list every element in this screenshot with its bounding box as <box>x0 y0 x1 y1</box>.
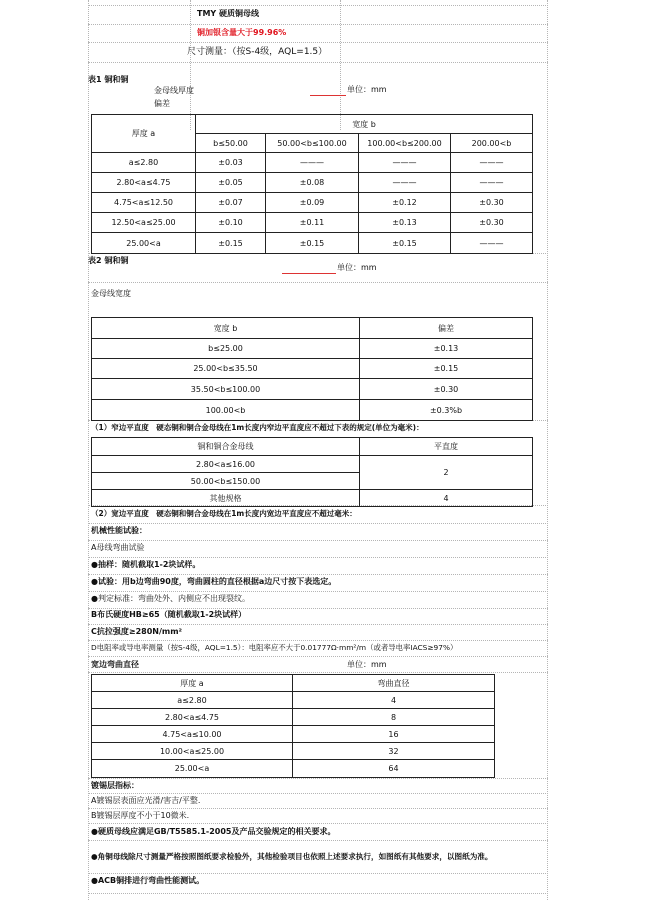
grid-line <box>547 0 548 900</box>
mechanical-title: 机械性能试验： <box>91 526 147 535</box>
width-header: 宽度 b <box>92 318 360 339</box>
drawing-note: ●角铜母线除尺寸测量严格按照图纸要求检验外，其他检验项目也依照上述要求执行，如图纸有其他要求，以图纸为准。 <box>91 852 493 861</box>
table-row <box>92 692 495 709</box>
tolerance-cell: ±0.09 <box>266 193 359 213</box>
hardness-note: B布氏硬度HB≥65（随机截取1-2块试样） <box>91 610 247 619</box>
width-col: b≤50.00 <box>196 134 266 153</box>
criteria-note: ●判定标准：弯曲处外、内侧应不出现裂纹。 <box>91 594 250 603</box>
tolerance-cell: ——— <box>451 173 533 193</box>
deviation-cell: ±0.13 <box>360 339 533 359</box>
thickness-tolerance-table <box>91 114 533 254</box>
bend-diameter-cell: 64 <box>293 760 495 778</box>
table-row <box>92 339 533 359</box>
table2-unit: 单位：mm <box>337 263 377 272</box>
thickness-cell: 4.75<a≤12.50 <box>92 193 196 213</box>
width-cell: 35.50<b≤100.00 <box>92 379 360 400</box>
bend-table-unit: 单位：mm <box>347 660 387 669</box>
flatness-spec-cell: 50.00<b≤150.00 <box>92 473 360 490</box>
table-row <box>92 456 533 473</box>
resistivity-note: D电阻率或导电率测量（按S-4级，AQL=1.5）：电阻率应不大于0.01777Ω·mm²/m（或者导电率IACS≥97%） <box>91 643 458 652</box>
grid-line <box>88 656 548 657</box>
narrow-flatness-title: （1）窄边平直度 硬态铜和铜合金母线在1m长度内窄边平直度应不超过下表的规定(单位为毫米)： <box>91 423 424 432</box>
grid-line <box>88 793 548 794</box>
grid-line <box>88 608 548 609</box>
dimension-inspection-note: 尺寸测量：（按S-4级，AQL=1.5） <box>187 47 328 57</box>
thickness-cell: 2.80<a≤4.75 <box>92 173 196 193</box>
grid-line <box>88 640 548 641</box>
tolerance-cell: ——— <box>266 153 359 173</box>
width-cell: 100.00<b <box>92 400 360 421</box>
thickness-header: 厚度 a <box>92 115 196 153</box>
table-row <box>92 400 533 421</box>
grid-line <box>340 0 341 130</box>
table-row <box>92 153 533 173</box>
flatness-spec-cell: 其他规格 <box>92 490 360 507</box>
flatness-spec-cell: 2.80<a≤16.00 <box>92 456 360 473</box>
flatness-value-cell: 4 <box>360 490 533 507</box>
grid-line <box>88 0 89 900</box>
bend-thickness-cell: a≤2.80 <box>92 692 293 709</box>
bend-diameter-table <box>91 674 495 778</box>
acb-note: ●ACB铜排进行弯曲性能测试。 <box>91 876 205 885</box>
grid-line <box>88 5 548 6</box>
width-cell: b≤25.00 <box>92 339 360 359</box>
plating-thickness-note: B镀锡层厚度不小于10微米. <box>91 811 190 820</box>
tolerance-cell: ±0.30 <box>451 213 533 233</box>
grid-line <box>88 574 548 575</box>
bend-thickness-cell: 25.00<a <box>92 760 293 778</box>
width-col: 100.00<b≤200.00 <box>359 134 451 153</box>
tolerance-cell: ±0.15 <box>266 233 359 254</box>
thickness-cell: 12.50<a≤25.00 <box>92 213 196 233</box>
tolerance-cell: ±0.03 <box>196 153 266 173</box>
table2-label: 表2 铜和铜 <box>88 256 129 265</box>
bend-test-title: A母线弯曲试验 <box>91 543 145 552</box>
grid-line <box>88 624 548 625</box>
tolerance-cell: ±0.11 <box>266 213 359 233</box>
table-row <box>92 760 495 778</box>
table-row <box>92 726 495 743</box>
plating-surface-note: A镀锡层表面应光滑/害吉/平整. <box>91 796 201 805</box>
bend-thickness-cell: 10.00<a≤25.00 <box>92 743 293 760</box>
tolerance-cell: ±0.30 <box>451 193 533 213</box>
flatness-header-left: 铜和铜合金母线 <box>92 438 360 456</box>
grid-line <box>88 540 548 541</box>
deviation-cell: ±0.3%b <box>360 400 533 421</box>
strength-note: C抗拉强度≥280N/mm² <box>91 627 183 636</box>
bend-diameter-cell: 8 <box>293 709 495 726</box>
bend-diameter-cell: 32 <box>293 743 495 760</box>
width-col: 50.00<b≤100.00 <box>266 134 359 153</box>
width-tolerance-table <box>91 317 533 421</box>
thickness-cell: a≤2.80 <box>92 153 196 173</box>
table-row <box>92 359 533 379</box>
table-row <box>92 213 533 233</box>
tolerance-cell: ——— <box>359 173 451 193</box>
tolerance-cell: ±0.07 <box>196 193 266 213</box>
sampling-note: ●抽样：随机截取1-2块试样。 <box>91 560 201 569</box>
grid-line <box>88 672 548 673</box>
flatness-value-cell: 2 <box>360 456 533 490</box>
plating-title: 镀锡层指标： <box>91 781 139 790</box>
table1-label: 表1 铜和铜 <box>88 75 129 84</box>
standard-note: ●硬质母线应满足GB/T5585.1-2005及产品交验规定的相关要求。 <box>91 827 336 836</box>
grid-line <box>88 557 548 558</box>
purity-note: 铜加银含量大于99.96% <box>197 28 287 37</box>
tolerance-cell: ±0.12 <box>359 193 451 213</box>
deviation-cell: ±0.30 <box>360 379 533 400</box>
tolerance-cell: ±0.05 <box>196 173 266 193</box>
bend-header-right: 弯曲直径 <box>293 675 495 692</box>
spellcheck-underline <box>310 95 346 96</box>
grid-line <box>88 24 548 25</box>
table-row <box>92 743 495 760</box>
grid-line <box>88 62 548 63</box>
bend-thickness-cell: 4.75<a≤10.00 <box>92 726 293 743</box>
grid-line <box>88 873 548 874</box>
table-row <box>92 233 533 254</box>
tolerance-cell: ±0.08 <box>266 173 359 193</box>
spellcheck-underline <box>282 273 336 274</box>
flatness-table <box>91 437 533 507</box>
table-row <box>92 193 533 213</box>
bend-table-caption: 宽边弯曲直径 <box>91 660 139 669</box>
grid-line <box>88 840 548 841</box>
flatness-header-right: 平直度 <box>360 438 533 456</box>
tolerance-cell: ±0.15 <box>359 233 451 254</box>
grid-line <box>88 523 548 524</box>
grid-line <box>88 808 548 809</box>
table2-caption: 金母线宽度 <box>91 289 131 298</box>
tolerance-cell: ——— <box>451 153 533 173</box>
table1-unit: 单位：mm <box>347 85 387 94</box>
grid-line <box>88 42 548 43</box>
table1-caption-line1: 金母线厚度 <box>154 86 194 95</box>
width-header: 宽度 b <box>196 115 533 134</box>
deviation-header: 偏差 <box>360 318 533 339</box>
tolerance-cell: ——— <box>451 233 533 254</box>
width-cell: 25.00<b≤35.50 <box>92 359 360 379</box>
tolerance-cell: ±0.13 <box>359 213 451 233</box>
grid-line <box>88 591 548 592</box>
deviation-cell: ±0.15 <box>360 359 533 379</box>
wide-flatness-title: （2）宽边平直度 硬态铜和铜合金母线在1m长度内宽边平直度应不超过毫米： <box>91 509 357 518</box>
tolerance-cell: ±0.15 <box>196 233 266 254</box>
grid-line <box>88 823 548 824</box>
grid-line <box>88 282 548 283</box>
grid-line <box>190 0 191 130</box>
table-row <box>92 379 533 400</box>
grid-line <box>88 893 548 894</box>
table-row <box>92 173 533 193</box>
width-col: 200.00<b <box>451 134 533 153</box>
thickness-cell: 25.00<a <box>92 233 196 254</box>
table-row <box>92 709 495 726</box>
document-title: TMY 硬质铜母线 <box>197 9 259 18</box>
bend-thickness-cell: 2.80<a≤4.75 <box>92 709 293 726</box>
table1-caption-line2: 偏差 <box>154 99 170 108</box>
grid-line <box>88 778 548 779</box>
bend-diameter-cell: 4 <box>293 692 495 709</box>
tolerance-cell: ——— <box>359 153 451 173</box>
tolerance-cell: ±0.10 <box>196 213 266 233</box>
table-row <box>92 490 533 507</box>
bend-diameter-cell: 16 <box>293 726 495 743</box>
test-method-note: ●试验：用b边弯曲90度，弯曲圆柱的直径根据a边尺寸按下表选定。 <box>91 577 337 586</box>
bend-header-left: 厚度 a <box>92 675 293 692</box>
